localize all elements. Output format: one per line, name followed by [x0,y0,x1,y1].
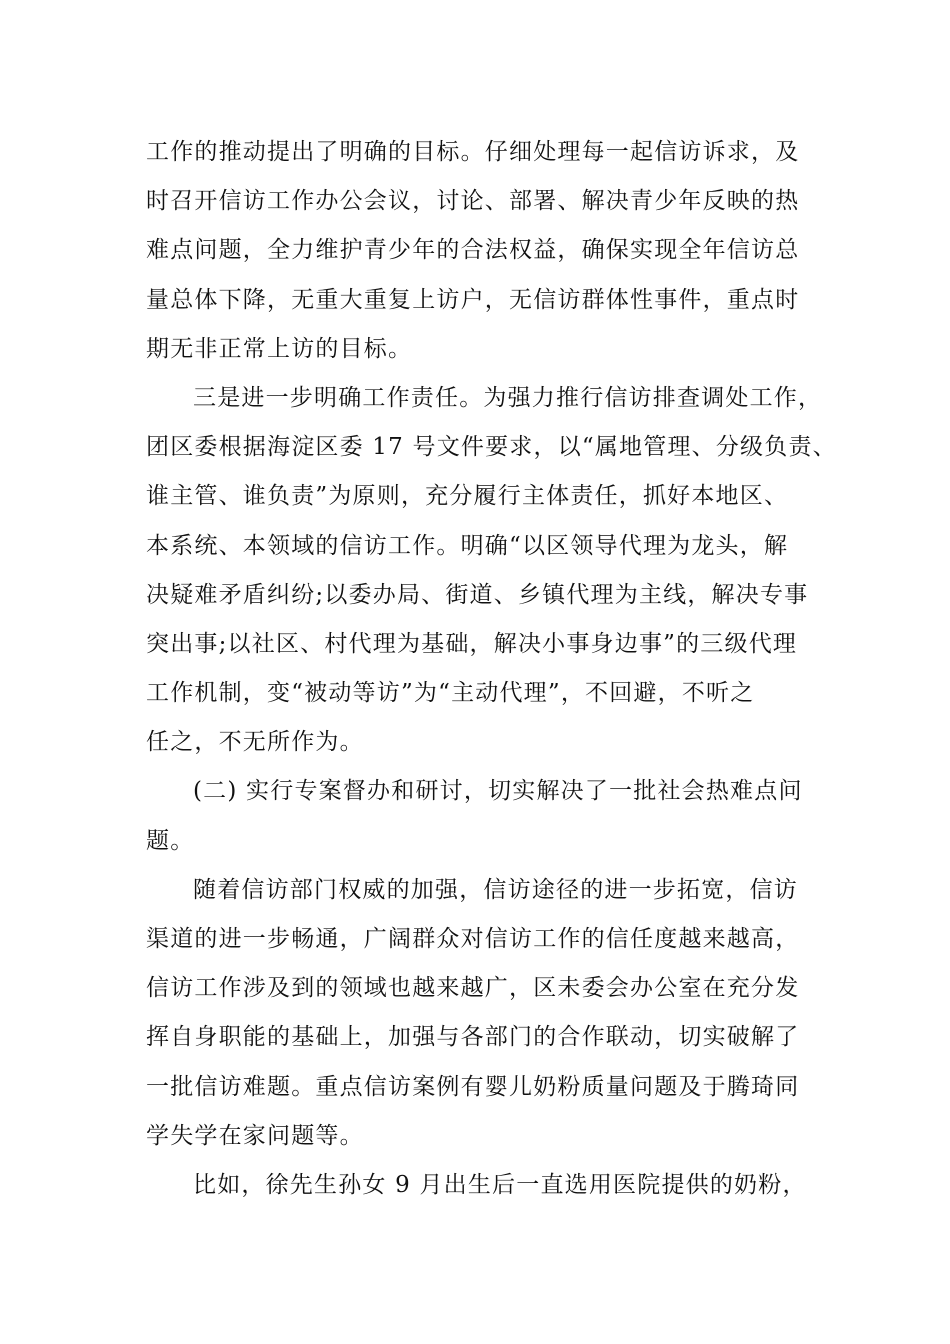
text-line: 时召开信访工作办公会议，讨论、部署、解决青少年反映的热 [146,188,800,215]
text-line: 挥自身职能的基础上，加强与各部门的合作联动，切实破解了 [146,1024,800,1051]
text-line: 工作机制，变“被动等访”为“主动代理”，不回避，不听之 [146,680,755,707]
text-line: 突出事;以社区、村代理为基础，解决小事身边事”的三级代理 [146,630,798,657]
text-line: 渠道的进一步畅通，广阔群众对信访工作的信任度越来越高， [146,926,800,952]
paragraph-start-line: 随着信访部门权威的加强，信访途径的进一步拓宽，信访 [193,876,798,903]
paragraph-start-line: 比如，徐先生孙女 9 月出生后一直选用医院提供的奶粉， [193,1171,807,1198]
text-line: 难点问题，全力维护青少年的合法权益，确保实现全年信访总 [146,237,800,264]
text-line: 本系统、本领域的信访工作。明确“以区领导代理为龙头，解 [146,532,789,559]
text-line: 题。 [146,827,195,854]
text-line: 信访工作涉及到的领域也越来越广，区未委会办公室在充分发 [146,975,800,1002]
document-body [146,128,837,1210]
text-line: 一批信访难题。重点信访案例有婴儿奶粉质量问题及于腾琦同 [146,1073,800,1100]
text-line: 量总体下降，无重大重复上访户，无信访群体性事件，重点时 [146,286,800,313]
text-line: 期无非正常上访的目标。 [146,335,413,362]
text-line: 工作的推动提出了明确的目标。仔细处理每一起信访诉求，及 [146,139,800,165]
text-line: 任之，不无所作为。 [146,729,364,756]
section-heading-line: (二) 实行专案督办和研讨，切实解决了一批社会热难点问 [193,778,803,805]
text-line: 学失学在家问题等。 [146,1122,364,1149]
paragraph-start-line: 三是进一步明确工作责任。为强力推行信访排查调处工作， [193,384,823,411]
text-line: 决疑难矛盾纠纷;以委办局、街道、乡镇代理为主线，解决专事 [146,581,809,608]
text-line: 团区委根据海淀区委 17 号文件要求，以“属地管理、分级负责、 [146,434,837,461]
text-line: 谁主管、谁负责”为原则，充分履行主体责任，抓好本地区、 [146,483,789,510]
